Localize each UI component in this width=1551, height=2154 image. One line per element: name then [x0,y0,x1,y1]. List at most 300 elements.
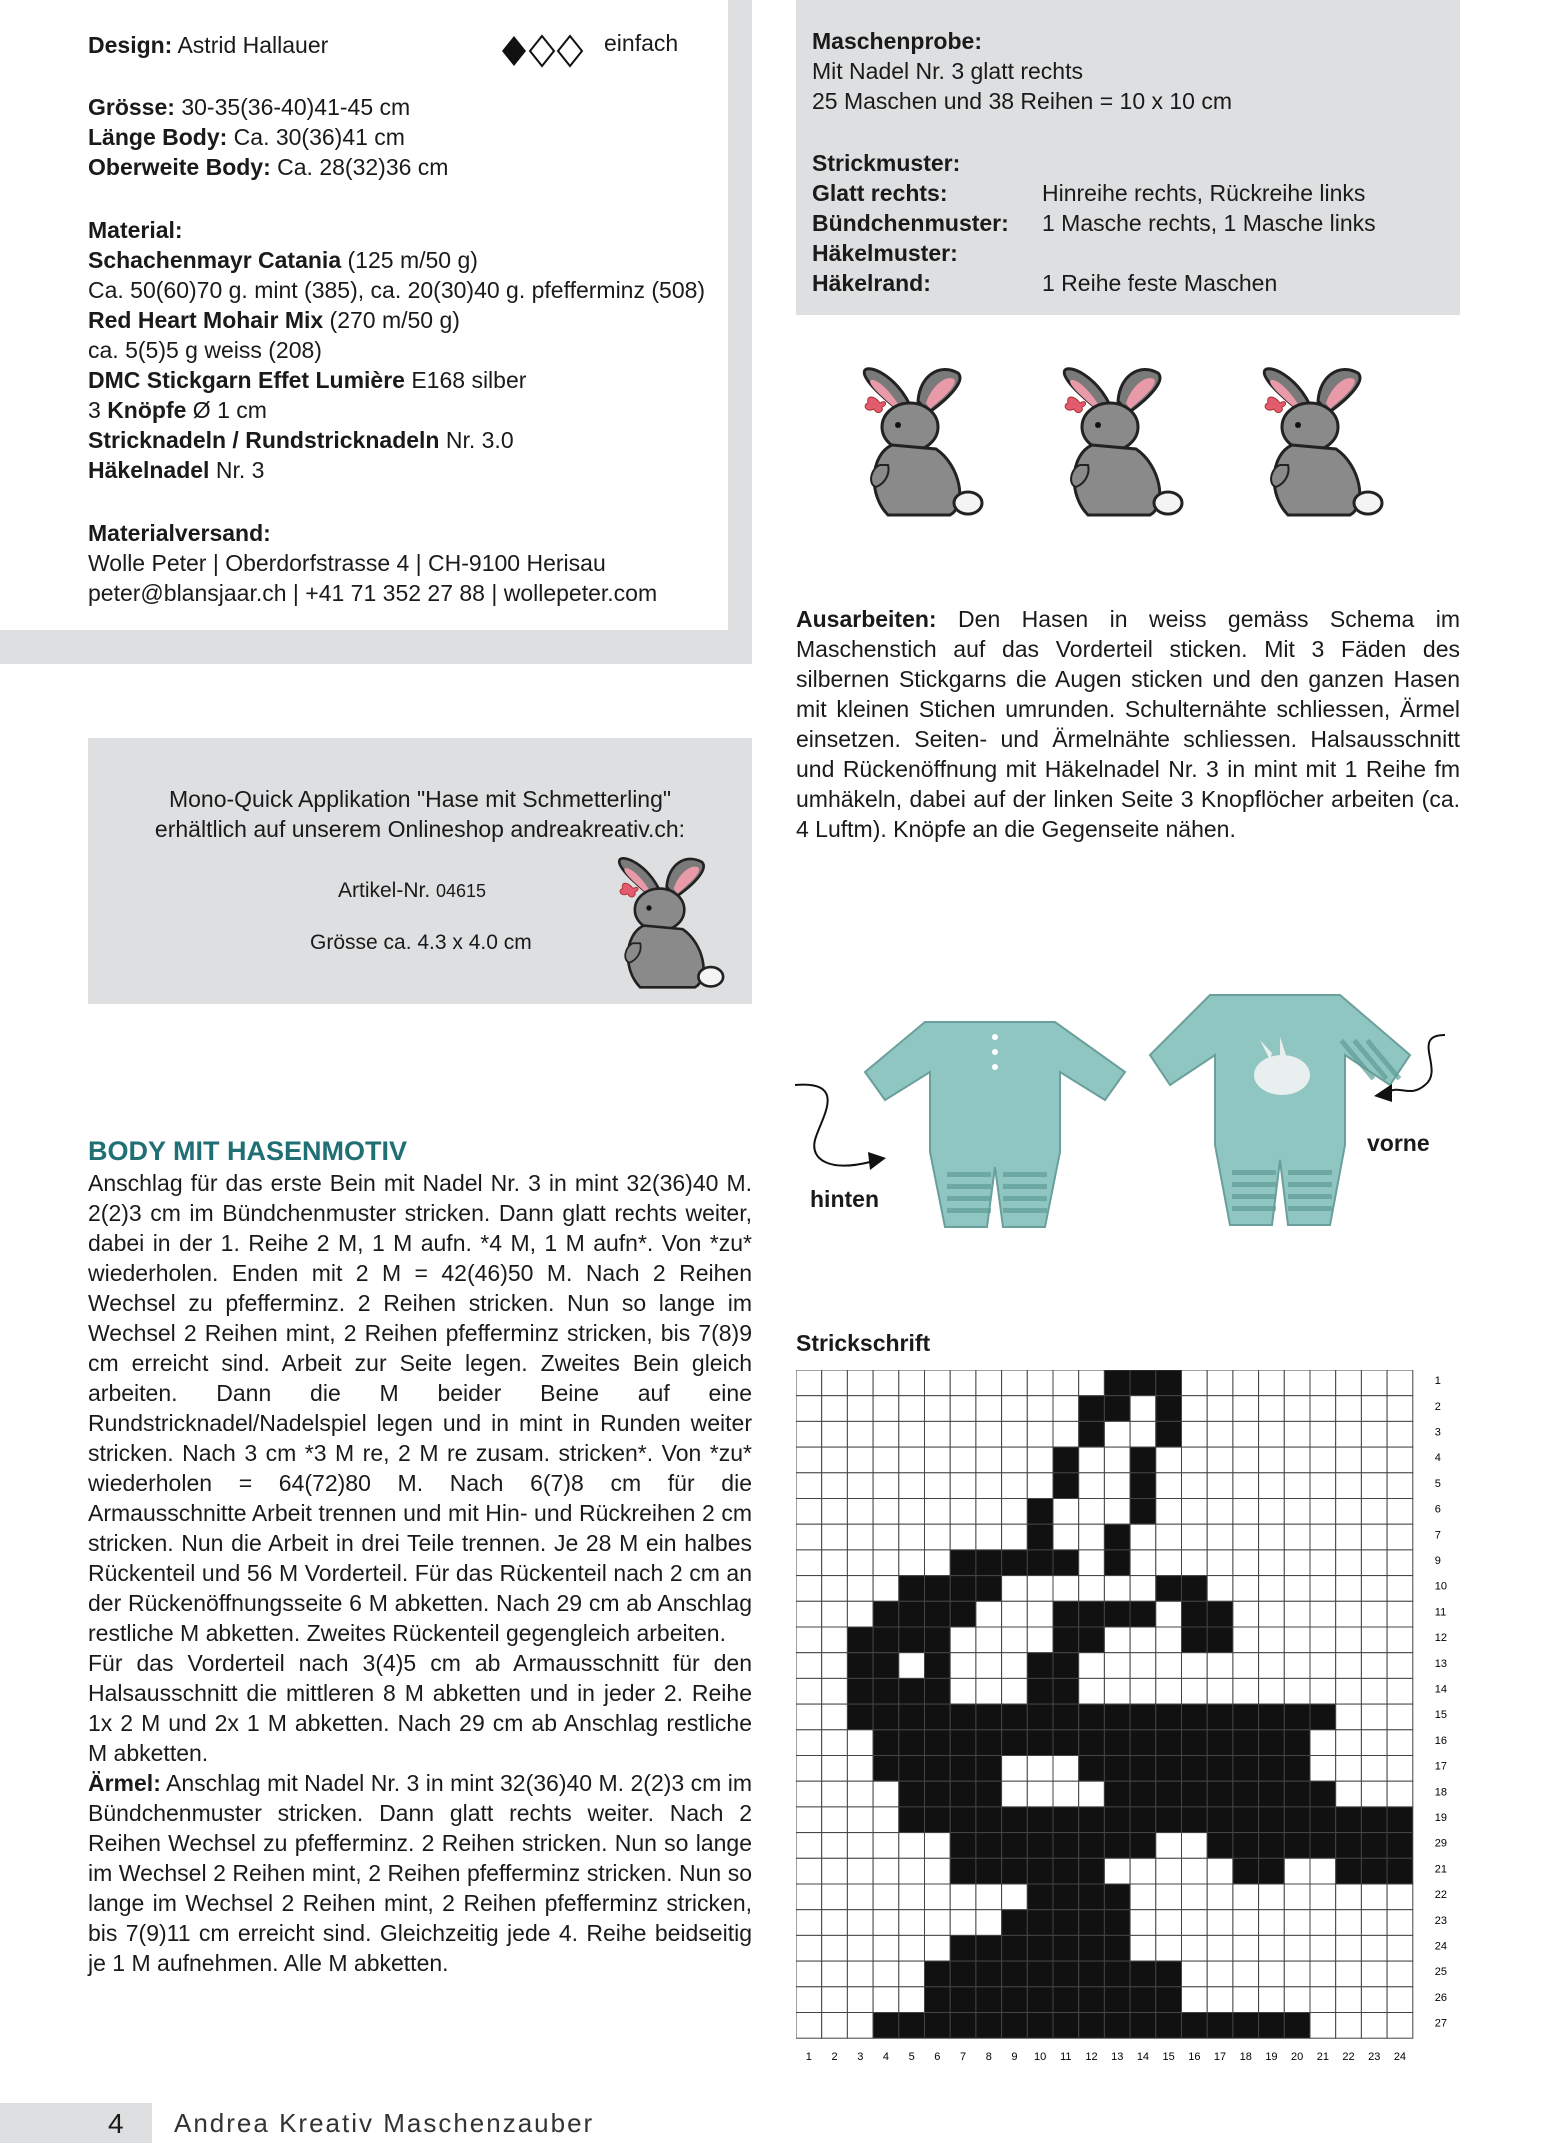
chart-cell [1387,1987,1413,2013]
chart-cell [1284,1370,1310,1396]
chart-cell [1310,1678,1336,1704]
chart-cell [1053,1421,1079,1447]
design-line: Design: Astrid Hallauer [88,32,329,58]
chart-cell [1207,1473,1233,1499]
chart-cell [976,1807,1002,1833]
chart-cell [1027,1473,1053,1499]
chart-cell [899,1987,925,2013]
chart-cell [976,1935,1002,1961]
chart-row-label: 24 [1434,1940,1448,1953]
chart-cell [847,1678,873,1704]
chart-cell [1079,1756,1105,1782]
chart-row-label: 16 [1434,1734,1448,1747]
chart-cell [873,1935,899,1961]
chart-cell [1156,1858,1182,1884]
chart-cell [1182,1576,1208,1602]
chart-cell [899,1370,925,1396]
chart-cell [1053,1910,1079,1936]
chart-cell [1310,1910,1336,1936]
chart-cell [1182,2013,1208,2039]
chart-cell [847,1833,873,1859]
chart-cell [1079,2013,1105,2039]
chart-cell [1259,1499,1285,1525]
chart-cell [1361,1987,1387,2013]
chart-cell [796,1910,822,1936]
chart-cell [1104,1550,1130,1576]
chart-col-label: 23 [1368,2051,1381,2064]
chart-cell [1207,2013,1233,2039]
chart-cell [899,1473,925,1499]
chart-cell [822,2013,848,2039]
chart-cell [1130,1781,1156,1807]
chart-cell [1182,1833,1208,1859]
chart-cell [925,1935,951,1961]
chart-col-label: 19 [1265,2051,1278,2064]
chart-cell [1104,1370,1130,1396]
chart-cell [1104,1499,1130,1525]
chart-row-label: 29 [1434,1837,1448,1850]
chart-cell [1053,1499,1079,1525]
chart-cell [950,1781,976,1807]
chart-cell [1336,1653,1362,1679]
chart-col-label: 5 [908,2051,915,2064]
chart-cell [1310,1550,1336,1576]
chart-cell [1284,1601,1310,1627]
chart-cell [1284,1576,1310,1602]
chart-cell [847,1910,873,1936]
chart-cell [950,1447,976,1473]
chart-cell [1207,1601,1233,1627]
chart-cell [1259,1961,1285,1987]
chart-cell [1361,1396,1387,1422]
chart-cell [822,1601,848,1627]
chart-cell [796,1421,822,1447]
chart-cell [899,1653,925,1679]
chart-cell [1233,1987,1259,2013]
chart-cell [1130,1858,1156,1884]
chart-cell [899,1601,925,1627]
muster-row: Glatt rechts: [812,180,948,206]
chart-cell [873,1499,899,1525]
chart-cell [1233,1730,1259,1756]
chart-cell [950,1987,976,2013]
chart-cell [1259,1781,1285,1807]
chart-cell [1182,1781,1208,1807]
chart-cell [1284,1961,1310,1987]
chart-cell [950,1935,976,1961]
chart-cell [796,1396,822,1422]
chart-cell [976,1396,1002,1422]
chart-cell [1336,1884,1362,1910]
chart-cell [1259,1550,1285,1576]
chart-cell [1259,1884,1285,1910]
chart-cell [1284,1627,1310,1653]
chart-cell [847,1935,873,1961]
chart-cell [1336,1473,1362,1499]
chart-cell [1027,1421,1053,1447]
chart-cell [873,1858,899,1884]
chart-cell [1002,1961,1028,1987]
chart-cell [1027,1935,1053,1961]
chart-cell [1156,1756,1182,1782]
chart-cell [1284,1524,1310,1550]
chart-cell [899,1730,925,1756]
chart-cell [1104,1653,1130,1679]
chart-cell [1002,1730,1028,1756]
chart-cell [925,1781,951,1807]
chart-col-label: 10 [1034,2051,1047,2064]
chart-cell [1002,1756,1028,1782]
chart-row-label: 3 [1434,1426,1441,1439]
body-title: BODY MIT HASENMOTIV [88,1136,408,1166]
chart-cell [822,1756,848,1782]
chart-row-label: 7 [1434,1529,1441,1542]
chart-cell [1130,1499,1156,1525]
chart-cell [847,1884,873,1910]
chart-col-label: 3 [857,2051,864,2064]
chart-col-label: 20 [1291,2051,1304,2064]
chart-cell [796,1935,822,1961]
chart-cell [1336,1396,1362,1422]
chart-cell [847,1730,873,1756]
chart-cell [1053,1678,1079,1704]
chart-cell [1387,1524,1413,1550]
chart-col-label: 21 [1316,2051,1329,2064]
chart-cell [1156,1961,1182,1987]
chart-cell [1156,1396,1182,1422]
chart-col-label: 9 [1011,2051,1018,2064]
chart-cell [1182,1987,1208,2013]
chart-col-label: 12 [1085,2051,1098,2064]
chart-cell [1336,1935,1362,1961]
chart-cell [873,1704,899,1730]
chart-cell [1387,2013,1413,2039]
chart-cell [822,1884,848,1910]
strickschrift-chart [796,1370,1483,2083]
chart-cell [950,1550,976,1576]
chart-cell [925,1499,951,1525]
chart-cell [1207,1756,1233,1782]
chart-cell [822,1576,848,1602]
chart-cell [1336,1524,1362,1550]
chart-row-label: 23 [1434,1914,1448,1927]
chart-cell [1310,1576,1336,1602]
chart-cell [1233,1550,1259,1576]
chart-cell [1130,1370,1156,1396]
chart-cell [1361,1781,1387,1807]
chart-cell [1104,1730,1130,1756]
chart-cell [1130,1678,1156,1704]
chart-cell [1310,1627,1336,1653]
chart-cell [1053,1704,1079,1730]
chart-row-label: 5 [1434,1477,1441,1490]
chart-cell [796,1447,822,1473]
chart-cell [1284,1550,1310,1576]
chart-cell [1104,1935,1130,1961]
chart-cell [925,1910,951,1936]
chart-cell [822,1499,848,1525]
chart-cell [1207,1781,1233,1807]
chart-cell [1156,1524,1182,1550]
chart-cell [1310,2013,1336,2039]
chart-cell [950,1858,976,1884]
chart-cell [1027,2013,1053,2039]
chart-cell [925,1961,951,1987]
chart-cell [950,1884,976,1910]
chart-cell [1233,1499,1259,1525]
chart-cell [1361,1807,1387,1833]
chart-row-label: 19 [1434,1812,1448,1825]
chart-cell [1387,1730,1413,1756]
chart-cell [899,1447,925,1473]
chart-cell [976,1473,1002,1499]
chart-cell [976,1961,1002,1987]
chart-cell [1182,1396,1208,1422]
chart-cell [873,1447,899,1473]
chart-cell [1002,1910,1028,1936]
chart-cell [847,2013,873,2039]
chart-cell [1027,1499,1053,1525]
chart-cell [1387,1858,1413,1884]
chart-cell [1079,1833,1105,1859]
chart-cell [1259,1987,1285,2013]
chart-cell [1079,1370,1105,1396]
chart-cell [1284,1396,1310,1422]
chart-cell [1156,1627,1182,1653]
chart-cell [1104,1473,1130,1499]
chart-cell [1310,1781,1336,1807]
chart-cell [1130,1447,1156,1473]
chart-row-label: 1 [1434,1375,1441,1388]
chart-cell [822,1473,848,1499]
footer-page-box [0,2103,152,2143]
chart-cell [1027,1833,1053,1859]
chart-cell [976,1627,1002,1653]
chart-cell [1053,1447,1079,1473]
chart-cell [822,1550,848,1576]
chart-cell [1361,2013,1387,2039]
chart-cell [1310,1935,1336,1961]
chart-cell [1284,1678,1310,1704]
chart-cell [1310,1858,1336,1884]
chart-cell [1207,1447,1233,1473]
chart-cell [1053,1653,1079,1679]
versand-block: Materialversand: Wolle Peter | Oberdorfstrasse 4 | CH-9100 Herisau peter@blansjaar.ch | +41 71 352 27 88 | wollepeter.com [88,520,658,606]
chart-cell [1130,1627,1156,1653]
chart-cell [899,1499,925,1525]
chart-cell [976,1884,1002,1910]
chart-cell [925,1370,951,1396]
chart-cell [1310,1653,1336,1679]
label-hinten: hinten [810,1186,879,1212]
chart-cell [1233,1396,1259,1422]
chart-cell [1310,1730,1336,1756]
chart-cell [1310,1884,1336,1910]
muster-row: Häkelrand: [812,270,931,296]
chart-cell [796,1370,822,1396]
chart-cell [1182,1910,1208,1936]
chart-cell [822,1961,848,1987]
chart-cell [1207,1884,1233,1910]
chart-cell [1336,1807,1362,1833]
chart-cell [1104,1601,1130,1627]
chart-cell [847,1781,873,1807]
chart-cell [796,1499,822,1525]
chart-cell [1259,1370,1285,1396]
chart-cell [1310,1987,1336,2013]
chart-cell [1027,1653,1053,1679]
chart-cell [1233,1524,1259,1550]
chart-cell [976,1756,1002,1782]
chart-row-label: 6 [1434,1503,1441,1516]
chart-cell [1182,1704,1208,1730]
chart-cell [1284,1421,1310,1447]
chart-cell [1079,1884,1105,1910]
chart-cell [1336,1370,1362,1396]
chart-col-label: 4 [882,2051,890,2064]
chart-cell [1387,1576,1413,1602]
chart-cell [1336,1756,1362,1782]
chart-cell [976,1987,1002,2013]
chart-cell [1027,1807,1053,1833]
footer-title: Andrea Kreativ Maschenzauber [174,2108,595,2138]
chart-cell [925,1601,951,1627]
chart-cell [1002,1653,1028,1679]
chart-cell [1233,1627,1259,1653]
chart-cell [950,1499,976,1525]
chart-col-label: 15 [1162,2051,1175,2064]
chart-cell [925,1884,951,1910]
chart-cell [1027,1910,1053,1936]
chart-cell [925,1473,951,1499]
chart-cell [1284,1473,1310,1499]
chart-cell [1310,1473,1336,1499]
chart-cell [822,1396,848,1422]
chart-cell [1284,1833,1310,1859]
chart-cell [1310,1704,1336,1730]
chart-cell [1233,2013,1259,2039]
chart-cell [796,1756,822,1782]
chart-cell [1361,1499,1387,1525]
chart-cell [1284,1987,1310,2013]
chart-cell [1053,1473,1079,1499]
chart-col-label: 1 [805,2051,812,2064]
chart-cell [1053,1576,1079,1602]
chart-cell [1182,1447,1208,1473]
chart-cell [873,1421,899,1447]
chart-cell [1002,1807,1028,1833]
chart-cell [1387,1678,1413,1704]
chart-cell [1104,1524,1130,1550]
chart-cell [1233,1884,1259,1910]
chart-cell [847,1550,873,1576]
chart-cell [1053,1396,1079,1422]
chart-cell [1002,1601,1028,1627]
chart-cell [1207,1935,1233,1961]
chart-cell [1156,1730,1182,1756]
chart-cell [976,1524,1002,1550]
muster-value: Hinreihe rechts, Rückreihe links [1042,180,1366,206]
chart-cell [1079,1730,1105,1756]
chart-row-label: 12 [1434,1632,1448,1645]
chart-cell [1336,1910,1362,1936]
chart-cell [873,1601,899,1627]
chart-cell [1284,1781,1310,1807]
chart-cell [1027,1396,1053,1422]
chart-cell [1130,1935,1156,1961]
chart-cell [899,1807,925,1833]
chart-cell [847,1704,873,1730]
chart-cell [847,1858,873,1884]
chart-cell [950,1833,976,1859]
chart-cell [1336,1730,1362,1756]
chart-cell [822,1704,848,1730]
chart-cell [899,1858,925,1884]
chart-cell [1027,1987,1053,2013]
chart-cell [873,1576,899,1602]
chart-cell [1079,1807,1105,1833]
chart-cell [1387,1961,1413,1987]
chart-cell [925,1678,951,1704]
chart-cell [925,2013,951,2039]
chart-cell [1053,1781,1079,1807]
chart-cell [1130,1884,1156,1910]
chart-cell [950,1653,976,1679]
chart-cell [1259,1730,1285,1756]
chart-cell [1207,1910,1233,1936]
chart-cell [1053,2013,1079,2039]
chart-cell [976,1370,1002,1396]
chart-cell [1130,1396,1156,1422]
chart-cell [1259,1833,1285,1859]
chart-cell [899,1756,925,1782]
chart-cell [976,1653,1002,1679]
chart-cell [1079,1627,1105,1653]
chart-cell [822,1627,848,1653]
chart-cell [1027,1756,1053,1782]
chart-cell [1387,1833,1413,1859]
chart-cell [1336,1576,1362,1602]
chart-cell [1310,1961,1336,1987]
chart-cell [1284,1858,1310,1884]
chart-cell [1156,1678,1182,1704]
chart-cell [847,1370,873,1396]
chart-cell [1104,1704,1130,1730]
chart-cell [1079,1601,1105,1627]
chart-cell [847,1576,873,1602]
chart-cell [976,1576,1002,1602]
chart-cell [1259,1421,1285,1447]
chart-cell [1259,1627,1285,1653]
chart-cell [847,1601,873,1627]
chart-cell [1079,1653,1105,1679]
chart-cell [1156,1935,1182,1961]
info-panel-bottom-strip [0,630,752,664]
chart-cell [796,1730,822,1756]
chart-cell [1336,1961,1362,1987]
chart-cell [1207,1627,1233,1653]
chart-cell [950,1961,976,1987]
promo-artikel: Artikel-Nr. 04615 [338,879,487,902]
chart-cell [1233,1756,1259,1782]
chart-cell [796,1987,822,2013]
chart-cell [1182,1935,1208,1961]
chart-cell [950,1678,976,1704]
chart-cell [1387,1550,1413,1576]
chart-cell [1079,1447,1105,1473]
chart-cell [847,1987,873,2013]
chart-cell [1027,1524,1053,1550]
